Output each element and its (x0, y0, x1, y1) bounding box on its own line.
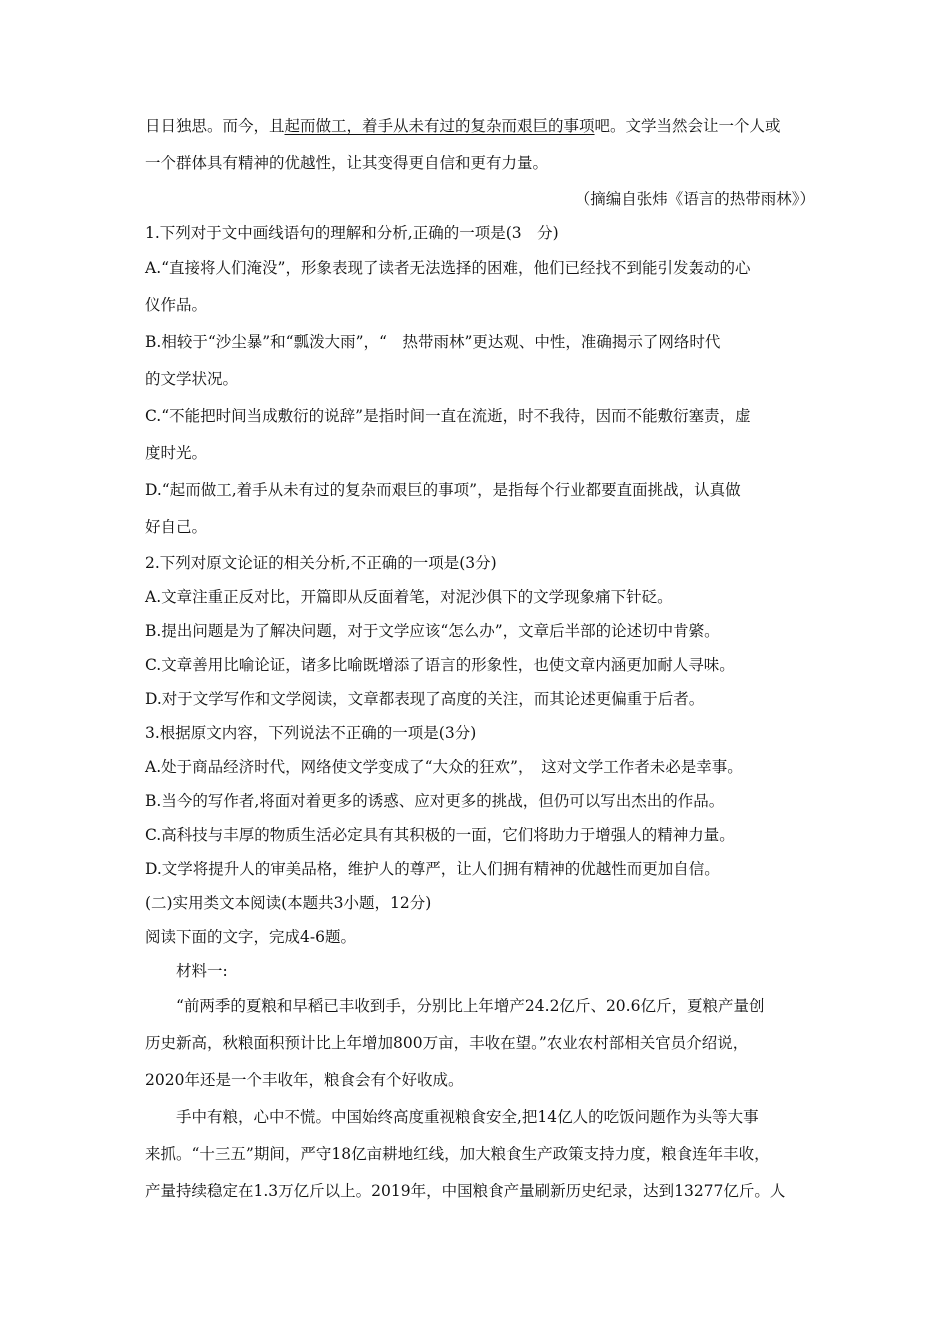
section-instruction: 阅读下面的文字，完成4-6题。 (145, 928, 356, 946)
question-2-option-a: A.文章注重正反对比，开篇即从反面着笔，对泥沙俱下的文学现象痛下针砭。 (145, 588, 673, 606)
question-3-stem: 3.根据原文内容，下列说法不正确的一项是(3分) (145, 724, 477, 742)
passage-line: 一个群体具有精神的优越性，让其变得更自信和更有力量。 (145, 154, 549, 172)
material-paragraph-line: 2020年还是一个丰收年，粮食会有个好收成。 (145, 1071, 464, 1089)
question-1-option-c-cont: 度时光。 (145, 444, 208, 462)
material-label: 材料一: (176, 962, 228, 980)
material-paragraph-line: 产量持续稳定在1.3万亿斤以上。2019年，中国粮食产量刷新历史纪录，达到13277亿斤。人 (145, 1182, 786, 1200)
material-paragraph-line: 手中有粮，心中不慌。中国始终高度重视粮食安全,把14亿人的吃饭问题作为头等大事 (176, 1108, 759, 1126)
document-page (145, 108, 815, 1210)
passage-line: 日日独思。而今，且起而做工，着手从未有过的复杂而艰巨的事项吧。文学当然会让一个人或 (145, 117, 781, 135)
question-3-option-d: D.文学将提升人的审美品格，维护人的尊严，让人们拥有精神的优越性而更加自信。 (145, 860, 720, 878)
question-3-option-a: A.处于商品经济时代，网络使文学变成了“大众的狂欢”， 这对文学工作者未必是幸事。 (145, 758, 743, 776)
question-1-option-d-cont: 好自己。 (145, 518, 208, 536)
section-heading: (二)实用类文本阅读(本题共3小题，12分) (145, 894, 432, 912)
question-1-option-b: B.相较于“沙尘暴”和“瓢泼大雨”，“ 热带雨林”更达观、中性，准确揭示了网络时代 (145, 333, 721, 351)
question-1-option-a: A.“直接将人们淹没”，形象表现了读者无法选择的困难，他们已经找不到能引发轰动的心 (145, 259, 751, 277)
passage-source: （摘编自张炜《语言的热带雨林》） (574, 190, 815, 208)
question-1-stem: 1.下列对于文中画线语句的理解和分析,正确的一项是(3 分) (145, 224, 559, 242)
question-1-option-a-cont: 仪作品。 (145, 296, 208, 314)
question-3-option-b: B.当今的写作者,将面对着更多的诱惑、应对更多的挑战，但仍可以写出杰出的作品。 (145, 792, 725, 810)
material-paragraph-line: 历史新高，秋粮面积预计比上年增加800万亩，丰收在望。”农业农村部相关官员介绍说， (145, 1034, 749, 1052)
question-2-option-c: C.文章善用比喻论证，诸多比喻既增添了语言的形象性，也使文章内涵更加耐人寻味。 (145, 656, 735, 674)
question-2-option-b: B.提出问题是为了解决问题，对于文学应该“怎么办”，文章后半部的论述切中肯綮。 (145, 622, 720, 640)
question-2-option-d: D.对于文学写作和文学阅读，文章都表现了高度的关注，而其论述更偏重于后者。 (145, 690, 705, 708)
question-2-stem: 2.下列对原文论证的相关分析,不正确的一项是(3分) (145, 554, 497, 572)
question-1-option-d: D.“起而做工,着手从未有过的复杂而艰巨的事项”，是指每个行业都要直面挑战，认真做 (145, 481, 741, 499)
underlined-sentence: 起而做工，着手从未有过的复杂而艰巨的事项 (284, 117, 595, 135)
question-1-option-c: C.“不能把时间当成敷衍的说辞”是指时间一直在流逝，时不我待，因而不能敷衍塞责，虚 (145, 407, 751, 425)
material-paragraph-line: “前两季的夏粮和早稻已丰收到手，分别比上年增产24.2亿斤、20.6亿斤，夏粮产量创 (176, 997, 765, 1015)
question-1-option-b-cont: 的文学状况。 (145, 370, 239, 388)
question-3-option-c: C.高科技与丰厚的物质生活必定具有其积极的一面，它们将助力于增强人的精神力量。 (145, 826, 735, 844)
material-paragraph-line: 来抓。“十三五”期间，严守18亿亩耕地红线，加大粮食生产政策支持力度，粮食连年丰收， (145, 1145, 770, 1163)
